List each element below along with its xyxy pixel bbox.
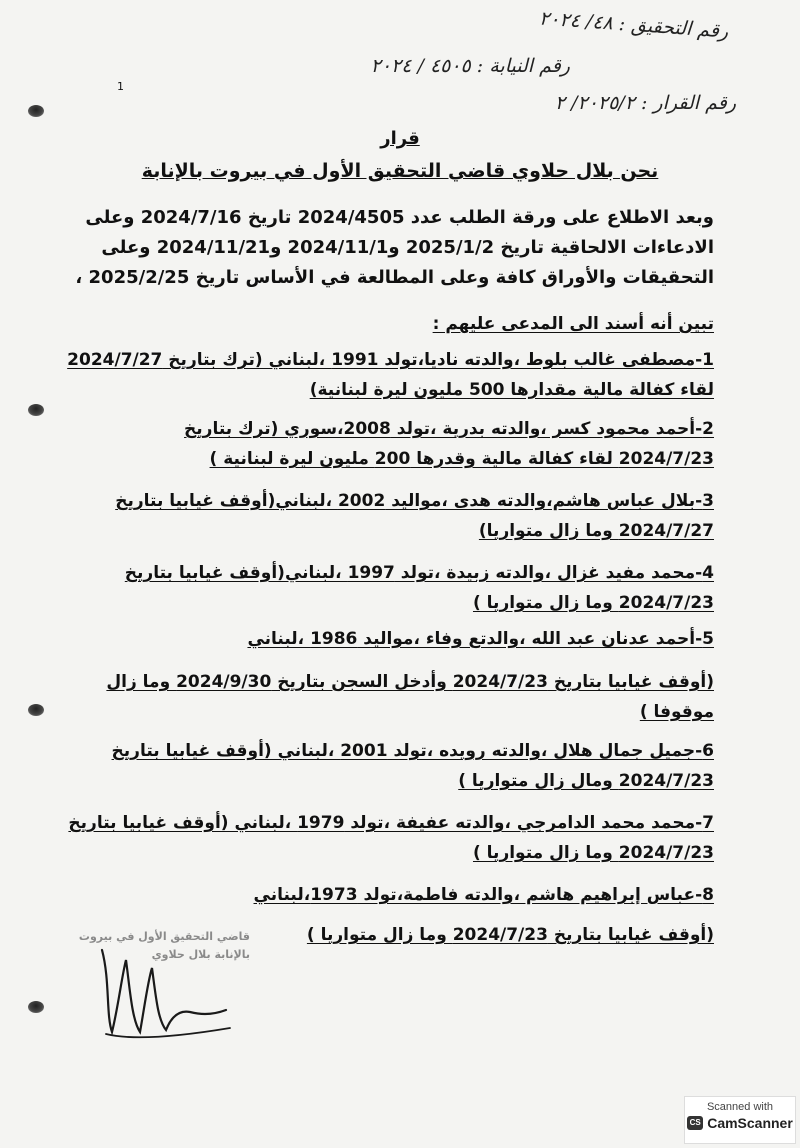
defendant-7-line-2: 2024/7/23 وما زال متواريا ) (472, 843, 714, 863)
page-number: 1 (117, 80, 124, 93)
defendant-5-line-2: (أوقف غيابيا بتاريخ 2024/7/23 وأدخل السجن بتاريخ 2024/9/30 وما زال (106, 672, 714, 692)
section-heading: تبين أنه أسند الى المدعى عليهم : (432, 314, 714, 334)
defendant-7-line-1: 7-محمد محمد الدامرجي ،والدته عفيفة ،تولد 1979 ،لبناني (أوقف غيابيا بتاريخ (68, 813, 714, 833)
camscanner-watermark (684, 1096, 796, 1144)
defendant-2-line-1: 2-أحمد محمود كسر ،والدته بدرية ،تولد 2008،سوري (ترك بتاريخ (184, 419, 714, 439)
intro-line: الادعاءات الالحاقية تاريخ 2025/1/2 و2024/11/1 و2024/11/21 وعلى (101, 237, 714, 258)
defendant-3-line-1: 3-بلال عباس هاشم،والدته هدى ،مواليد 2002 ،لبناني(أوقف غيابيا بتاريخ (115, 491, 714, 511)
punch-hole (28, 404, 44, 416)
defendant-6-line-1: 6-جميل جمال هلال ،والدته رويده ،تولد 2001 ،لبناني (أوقف غيابيا بتاريخ (111, 741, 714, 761)
document-subtitle: نحن بلال حلاوي قاضي التحقيق الأول في بيروت بالإنابة (141, 160, 659, 182)
defendant-8-line-1: 8-عباس إبراهيم هاشم ،والدته فاطمة،تولد 1973،لبناني (253, 885, 714, 905)
judge-stamp: قاضي التحقيق الأول في بيروت بالإنابة بلال حلاوي (78, 930, 250, 961)
document-title: قرار (380, 128, 420, 149)
scanned-with-label: Scanned with (706, 1101, 774, 1113)
punch-hole (28, 704, 44, 716)
handwritten-prosecution-number: رقم النيابة : ٤٥٠٥ / ٢٠٢٤ (370, 55, 570, 77)
defendant-6-line-2: 2024/7/23 ومال زال متواريا ) (458, 771, 714, 791)
handwritten-decision-number: رقم القرار : ٢٠٢٥/٢/ ٢ (554, 92, 736, 114)
intro-line: وبعد الاطلاع على ورقة الطلب عدد 2024/4505 تاريخ 2024/7/16 وعلى (85, 207, 714, 228)
defendant-1-line-2: لقاء كفالة مالية مقدارها 500 مليون ليرة لبنانية) (309, 380, 714, 400)
defendant-4-line-1: 4-محمد مفيد غزال ،والدته زبيدة ،تولد 1997 ،لبناني(أوقف غيابيا بتاريخ (124, 563, 714, 583)
defendant-2-line-2: 2024/7/23 لقاء كفالة مالية وقدرها 200 مليون ليرة لبنانية ) (209, 449, 714, 469)
punch-hole (28, 105, 44, 117)
defendant-1-line-1: 1-مصطفى غالب بلوط ،والدته ناديا،تولد 1991 ،لبناني (ترك بتاريخ 2024/7/27 (67, 350, 714, 370)
defendant-5-line-1: 5-أحمد عدنان عبد الله ،والدتع وفاء ،مواليد 1986 ،لبناني (247, 629, 714, 649)
defendant-4-line-2: 2024/7/23 وما زال متواريا ) (472, 593, 714, 613)
handwritten-investigation-number: رقم التحقيق : ٤٨/ ٢٠٢٤ (538, 7, 729, 43)
camscanner-logo-icon: CS (687, 1116, 703, 1130)
defendant-8-line-2: (أوقف غيابيا بتاريخ 2024/7/23 وما زال متواريا ) (306, 925, 714, 945)
signature-icon (40, 920, 270, 1050)
intro-line: التحقيقات والأوراق كافة وعلى المطالعة في الأساس تاريخ 2025/2/25 ، (75, 267, 714, 288)
defendant-5-line-3: موقوفا ) (639, 702, 714, 722)
defendant-3-line-2: 2024/7/27 وما زال متواريا) (478, 521, 714, 541)
camscanner-name: CamScanner (707, 1115, 793, 1131)
